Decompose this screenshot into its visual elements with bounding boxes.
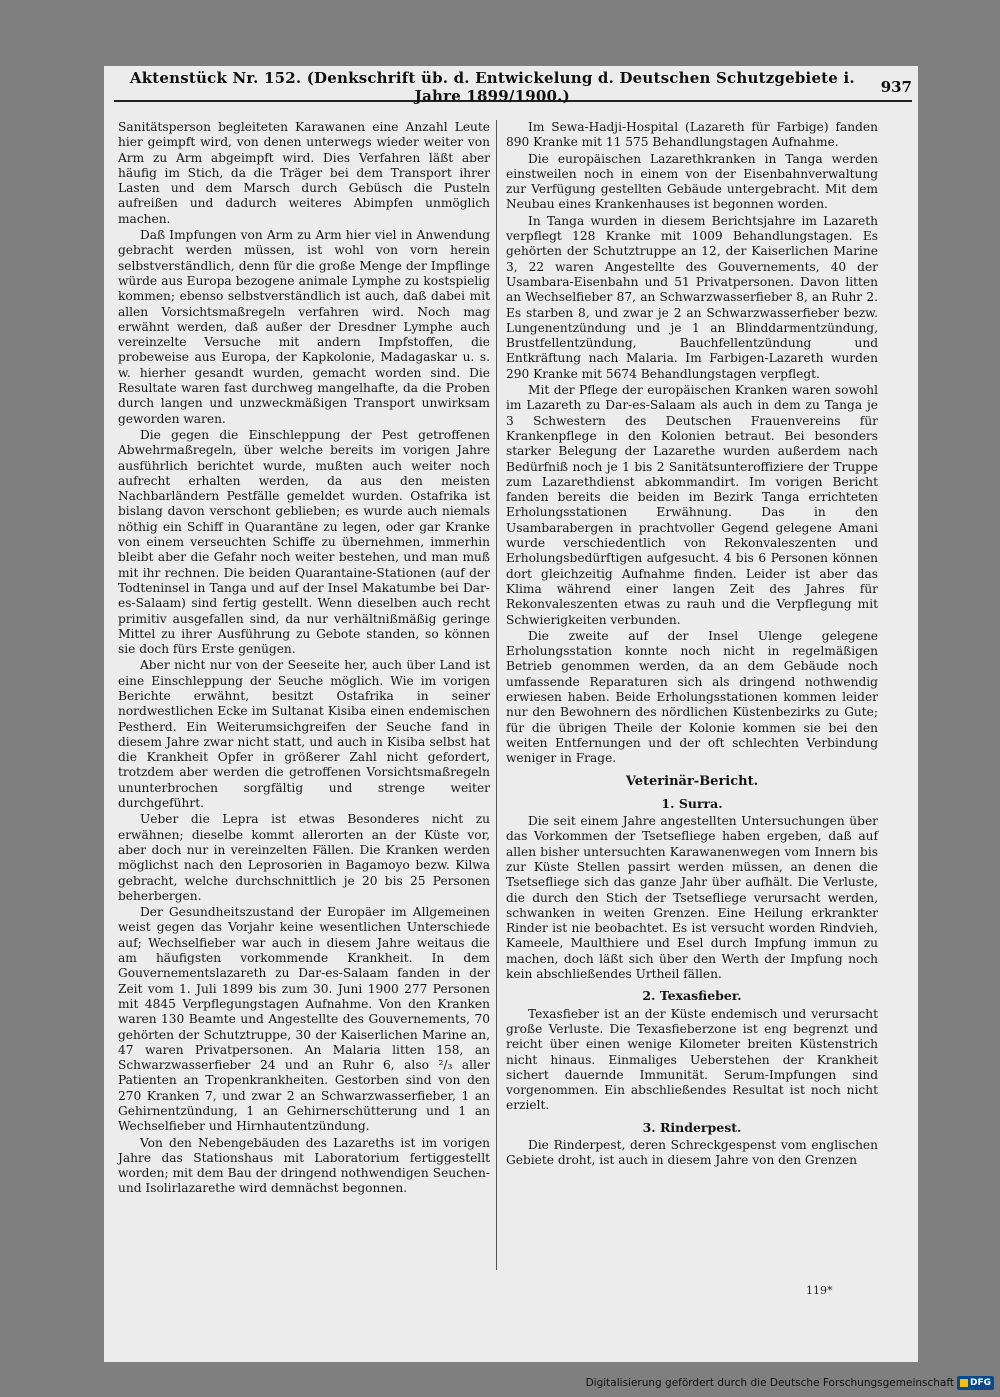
- paragraph: Von den Nebengebäuden des Lazareths ist im vorigen Jahre das Stationshaus mit Laboratorium fertiggestellt worden; mit dem Bau der dringend nothwendigen Seuchen- und Isolirlazarethe wird demnächst begonnen.: [118, 1135, 490, 1196]
- paragraph: Die seit einem Jahre angestellten Untersuchungen über das Vorkommen der Tsetsefliege haben ergeben, daß auf allen bisher untersuchten Karawanenwegen vom Innern bis zur Küste Stellen passirt werden müssen, an denen die Tsetsefliege sich das ganze Jahr über aufhält. Die Verluste, die durch den Stich der Tsetsefliege verursacht werden, schwanken in weiten Grenzen. Eine Heilung erkrankter Rinder ist nie beobachtet. Es ist versucht worden Rindvieh, Kameele, Maulthiere und Esel durch Impfung immun zu machen, doch läßt sich über den Werth der Impfung noch kein abschließendes Urtheil fällen.: [506, 814, 878, 982]
- column-divider: [496, 120, 497, 1270]
- paragraph: Die europäischen Lazarethkranken in Tanga werden einstweilen noch in einem von der Eisenbahnverwaltung zur Verfügung gestellten Gebäude untergebracht. Mit dem Neubau eines Krankenhauses ist begonnen worden.: [506, 151, 878, 212]
- paragraph: Sanitätsperson begleiteten Karawanen eine Anzahl Leute hier geimpft wird, von denen unterwegs wieder weiter von Arm zu Arm abgeimpft wird. Dies Verfahren läßt aber häufig im Stich, da die Träger bei dem Transport ihrer Lasten und dem Marsch durch Gebüsch die Pusteln aufreißen und dadurch weiteres Abimpfen unmöglich machen.: [118, 120, 490, 226]
- paragraph: Texasfieber ist an der Küste endemisch und verursacht große Verluste. Die Texasfieberzone ist eng begrenzt und reicht über einen wenige Kilometer breiten Küstenstrich nicht hinaus. Einmaliges Ueberstehen der Krankheit sichert dauernde Immunität. Serum-Impfungen sind vorgenommen. Ein abschließendes Resultat ist noch nicht erzielt.: [506, 1006, 878, 1113]
- paragraph: Mit der Pflege der europäischen Kranken waren sowohl im Lazareth zu Dar-es-Salaam als auch in dem zu Tanga je 3 Schwestern des Deutschen Frauenvereins für Krankenpflege in den Kolonien betraut. Bei besonders starker Belegung der Lazarethe wurden außerdem nach Bedürfniß noch je 1 bis 2 Sanitätsunteroffiziere der Truppe zum Lazarethdienst abkommandirt. Im vorigen Bericht fanden bereits die beiden im Bezirk Tanga errichteten Erholungsstationen Erwähnung. Das in den Usambarabergen in prachtvoller Gegend gelegene Amani wurde verschiedentlich von Rekonvaleszenten und Erholungsbedürftigen aufgesucht. 4 bis 6 Personen können dort gleichzeitig Aufnahme finden. Leider ist aber das Klima während einer langen Zeit des Jahres für Rekonvaleszenten etwas zu rauh und die Verpflegung mit Schwierigkeiten verbunden.: [506, 383, 878, 627]
- paragraph: Im Sewa-Hadji-Hospital (Lazareth für Farbige) fanden 890 Kranke mit 11 575 Behandlungstagen Aufnahme.: [506, 120, 878, 150]
- document-page: [104, 66, 918, 1362]
- right-column: [506, 120, 878, 1170]
- subheading-surra: 1. Surra.: [661, 795, 723, 811]
- section-heading-veterinary-report: Veterinär-Bericht.: [625, 774, 759, 790]
- page-number: 937: [880, 78, 912, 96]
- paragraph: Die zweite auf der Insel Ulenge gelegene Erholungsstation konnte noch nicht in regelmäßigen Betrieb genommen werden, da an dem Gebäude noch umfassende Reparaturen sich als dringend nothwendig erwiesen haben. Beide Erholungsstationen kommen leider nur den Bewohnern des nördlichen Küstenbezirks zu Gute; für die übrigen Theile der Kolonie kommen sie bei den weiten Entfernungen und der oft schlechten Verbindung weniger in Frage.: [506, 628, 878, 766]
- header-title: Aktenstück Nr. 152. (Denkschrift üb. d. Entwickelung d. Deutschen Schutzgebiete i. Jahre 1899/1900.): [129, 69, 855, 105]
- paragraph: In Tanga wurden in diesem Berichtsjahre im Lazareth verpflegt 128 Kranke mit 1009 Behandlungstagen. Es gehörten der Schutztruppe an 12, der Kaiserlichen Marine 3, 22 waren Angestellte des Gouvernements, 40 der Usambara-Eisenbahn und 51 Privatpersonen. Davon litten an Wechselfieber 87, an Schwarzwasserfieber 8, an Ruhr 2. Es starben 8, und zwar je 2 an Schwarzwasserfieber bezw. Lungenentzündung und je 1 an Blinddarmentzündung, Brustfellentzündung, Bauchfellentzündung und Entkräftung nach Malaria. Im Farbigen-Lazareth wurden 290 Kranke mit 5674 Behandlungstagen verpflegt.: [506, 213, 878, 381]
- dfg-logo[interactable]: [957, 1376, 994, 1390]
- paragraph: Daß Impfungen von Arm zu Arm hier viel in Anwendung gebracht werden müssen, ist wohl von vorn herein selbstverständlich, denn für die große Menge der Impflinge würde aus Europa bezogene animale Lymphe zu kostspielig kommen; ebenso selbstverständlich ist auch, daß dabei mit allen Vorsichtsmaßregeln verfahren wird. Noch mag erwähnt werden, daß außer der Dresdner Lymphe auch vereinzelte Versuche mit andern Impfstoffen, die probeweise aus Europa, der Kapkolonie, Madagaskar u. s. w. hierher gesandt wurden, gemacht worden sind. Die Resultate waren fast durchweg mangelhafte, da die Proben durch langen und unzweckmäßigen Transport unwirksam geworden waren.: [118, 228, 490, 426]
- paragraph: Die gegen die Einschleppung der Pest getroffenen Abwehrmaßregeln, über welche bereits im vorigen Jahre ausführlich berichtet wurde, mußten auch weiter noch aufrecht erhalten werden, da aus den meisten Nachbarländern Pestfälle gemeldet wurden. Ostafrika ist bislang davon verschont geblieben; es wurde auch niemals nöthig ein Schiff in Quarantäne zu legen, oder gar Kranke von einem verseuchten Schiffe zu übernehmen, immerhin bleibt aber die Gefahr noch weiter bestehen, und man muß mit ihr rechnen. Die beiden Quarantaine-Stationen (auf der Todteninsel in Tanga und auf der Insel Makatumbe bei Dar-es-Salaam) sind fertig gestellt. Wenn dieselben auch recht primitiv ausgefallen sind, da nur verhältnißmäßig geringe Mittel zu ihrer Ausführung zu Gebote standen, so können sie doch fürs Erste genügen.: [118, 427, 490, 657]
- footer-credit-link[interactable]: Digitalisierung gefördert durch die Deutsche Forschungsgemeinschaft: [585, 1377, 954, 1389]
- paragraph: Aber nicht nur von der Seeseite her, auch über Land ist eine Einschleppung der Seuche möglich. Wie im vorigen Berichte erwähnt, besitzt Ostafrika in seiner nordwestlichen Ecke im Sultanat Kisiba einen endemischen Pestherd. Ein Weiterumsichgreifen der Seuche fand in diesem Jahre zwar nicht statt, und auch in Kisiba selbst hat die Krankheit Opfer in größerer Zahl nicht gefordert, trotzdem aber werden die getroffenen Vorsichtsmaßregeln ununterbrochen sorgfältig und strenge weiter durchgeführt.: [118, 658, 490, 811]
- paragraph: Der Gesundheitszustand der Europäer im Allgemeinen weist gegen das Vorjahr keine wesentlichen Unterschiede auf; Wechselfieber war auch in diesem Jahre weitaus die am häufigsten vorkommende Krankheit. In dem Gouvernementslazareth zu Dar-es-Salaam fanden in der Zeit vom 1. Juli 1899 bis zum 30. Juni 1900 277 Personen mit 4845 Verpflegungstagen Aufnahme. Von den Kranken waren 130 Beamte und Angestellte des Gouvernements, 70 gehörten der Schutztruppe, 30 der Kaiserlichen Marine an, 47 waren Privatpersonen. An Malaria litten 158, an Schwarzwasserfieber 24 und an Ruhr 6, also ²/₃ aller Patienten an Tropenkrankheiten. Gestorben sind von den 270 Kranken 7, und zwar 2 an Schwarzwasserfieber, 1 an Gehirnentzündung, 1 an Gehirnerschütterung und 1 an Wechselfieber und Hirnhautentzündung.: [118, 905, 490, 1134]
- paragraph: Die Rinderpest, deren Schreckgespenst vom englischen Gebiete droht, ist auch in diesem Jahre von den Grenzen: [506, 1138, 878, 1168]
- paragraph: Ueber die Lepra ist etwas Besonderes nicht zu erwähnen; dieselbe kommt allerorten an der Küste vor, aber doch nur in vereinzelten Fällen. Die Kranken werden möglichst nach den Leprosorien in Bagamoyo bezw. Kilwa gebracht, welche durchschnittlich je 20 bis 25 Personen beherbergen.: [118, 812, 490, 903]
- subheading-rinderpest: 3. Rinderpest.: [642, 1119, 742, 1135]
- subheading-texas-fever: 2. Texasfieber.: [642, 988, 742, 1004]
- running-header: [114, 69, 912, 105]
- signature-mark: 119*: [806, 1284, 833, 1297]
- dfg-logo-icon: [960, 1379, 968, 1387]
- footer-credit: [586, 1375, 994, 1391]
- dfg-logo-text: DFG: [969, 1378, 991, 1388]
- left-column: [118, 120, 490, 1198]
